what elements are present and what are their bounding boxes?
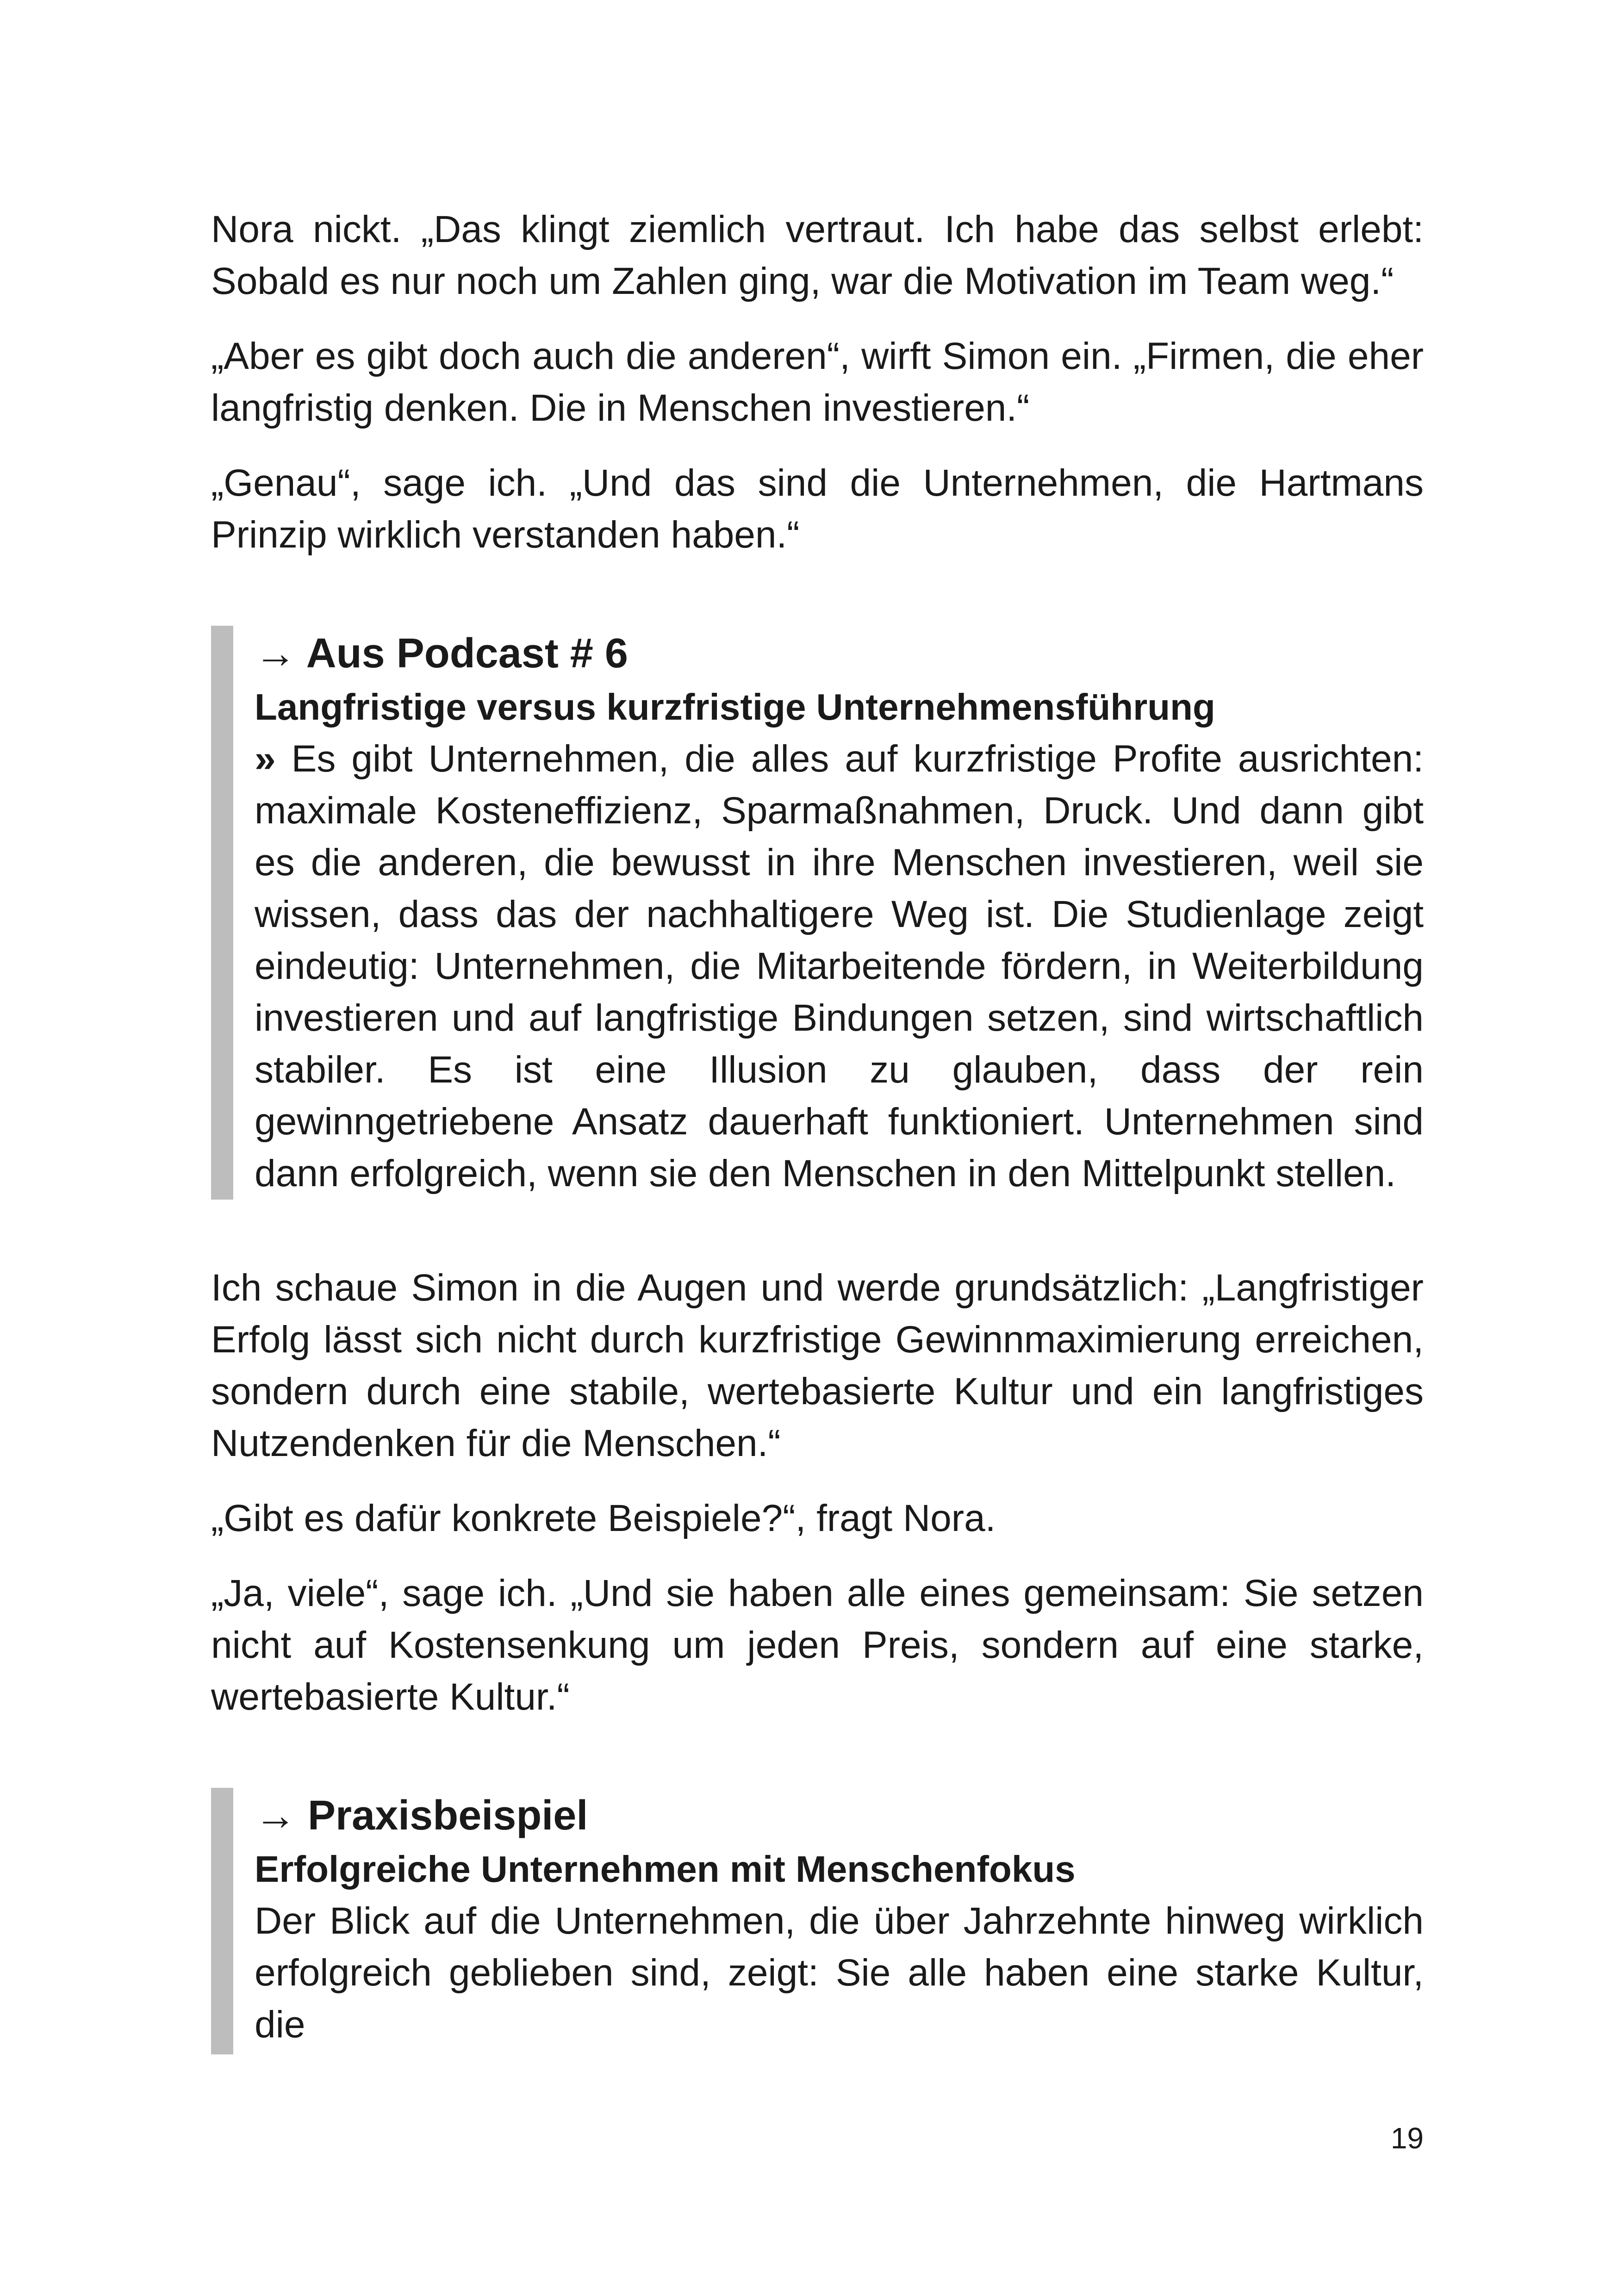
- paragraph-nora-question: „Gibt es dafür konkrete Beispiele?“, fragt Nora.: [211, 1497, 996, 1539]
- paragraph-simon-objection: „Aber es gibt doch auch die anderen“, wirft Simon ein. „Firmen, die eher langfristig denken. Die in Menschen investieren.“: [211, 335, 1424, 429]
- callout-accent-bar: [211, 1788, 233, 2054]
- callout-body: Es gibt Unternehmen, die alles auf kurzfristige Profite ausrichten: maximale Kosteneffizienz, Sparmaßnahmen, Druck. Und dann gibt es die anderen, die bewusst in ihre Menschen investieren, weil sie wissen, dass das der nachhaltigere Weg ist. Die Studienlage zeigt eindeutig: Unternehmen, die Mitarbeitende fördern, in Weiterbildung investieren und auf langfristige Bindungen setzen, sind wirtschaftlich stabiler. Es ist eine Illusion zu glauben, dass der rein gewinngetriebene Ansatz dauerhaft funktioniert. Unternehmen sind dann erfolgreich, wenn sie den Menschen in den Mittelpunkt stellen.: [255, 738, 1424, 1195]
- page-body: [211, 204, 1424, 2117]
- callout-body: Der Blick auf die Unternehmen, die über Jahrzehnte hinweg wirklich erfolgreich geblieben sind, zeigt: Sie alle haben eine starke Kultur, die: [255, 1900, 1424, 2046]
- callout-subtitle: Erfolgreiche Unternehmen mit Menschenfokus: [255, 1848, 1076, 1890]
- callout-subtitle: Langfristige versus kurzfristige Unternehmensführung: [255, 686, 1215, 728]
- callout-quote-text: [255, 733, 1424, 1200]
- callout-accent-bar: [211, 626, 233, 1200]
- page-number: 19: [1390, 2122, 1424, 2155]
- paragraph-narrator-agrees: „Genau“, sage ich. „Und das sind die Unternehmen, die Hartmans Prinzip wirklich verstanden haben.“: [211, 462, 1424, 556]
- paragraph-nora-nods: Nora nickt. „Das klingt ziemlich vertraut. Ich habe das selbst erlebt: Sobald es nur noch um Zahlen ging, war die Motivation im Team weg.“: [211, 208, 1424, 302]
- quote-mark-icon: »: [255, 738, 276, 780]
- callout-kicker: → Praxisbeispiel: [255, 1792, 588, 1839]
- podcast-callout-box: [211, 626, 1424, 1200]
- practice-example-box: [211, 1788, 1424, 2054]
- paragraph-narrator-answer: „Ja, viele“, sage ich. „Und sie haben alle eines gemeinsam: Sie setzen nicht auf Kostensenkung um jeden Preis, sondern auf eine starke, wertebasierte Kultur.“: [211, 1572, 1424, 1718]
- callout-kicker: → Aus Podcast # 6: [255, 630, 628, 677]
- paragraph-narrator-statement: Ich schaue Simon in die Augen und werde grundsätzlich: „Langfristiger Erfolg lässt sich nicht durch kurzfristige Gewinnmaximierung erreichen, sondern durch eine stabile, wertebasierte Kultur und ein langfristiges Nutzendenken für die Menschen.“: [211, 1267, 1424, 1464]
